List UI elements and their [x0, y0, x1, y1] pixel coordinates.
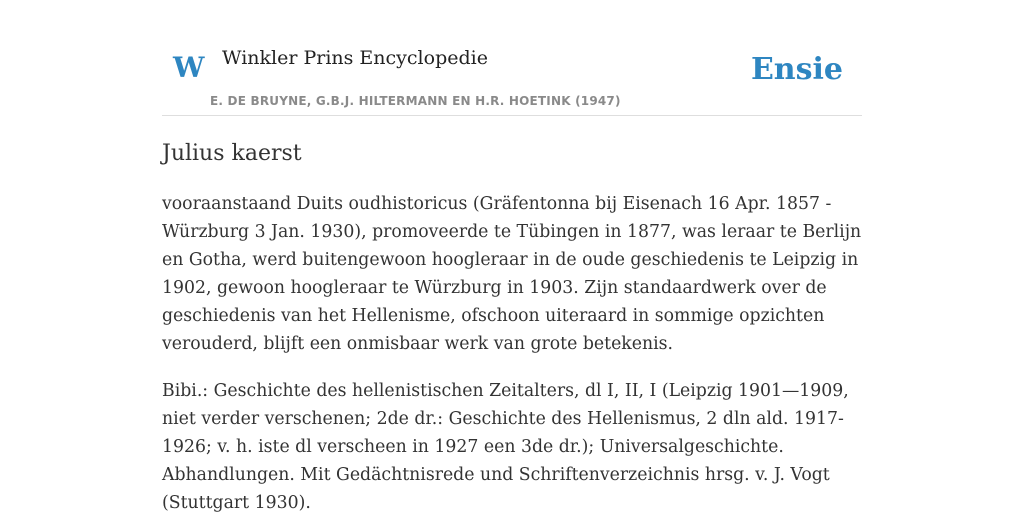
article-title: Julius kaerst — [162, 141, 302, 166]
book-title-link[interactable]: Winkler Prins Encyclopedie — [222, 47, 488, 69]
site-header — [162, 0, 862, 116]
ensie-logo[interactable]: Ensie — [750, 52, 843, 87]
winkler-prins-logo[interactable]: W — [173, 51, 205, 84]
article — [162, 138, 862, 512]
bibliography-paragraph: Bibi.: Geschichte des hellenistischen Zeitalters, dl I, II, I (Leipzig 1901—1909, niet verder verschenen; 2de dr.: Geschichte des Hellenismus, 2 dln ald. 1917-1926; v. h. iste dl verscheen in 1927 een 3de dr.); Universalgeschichte. Abhandlungen. Mit Gedächtnisrede und Schriftenverzeichnis hrsg. v. J. Vogt (Stuttgart 1930). — [162, 381, 849, 512]
book-authors: E. DE BRUYNE, G.B.J. HILTERMANN EN H.R. HOETINK (1947) — [210, 94, 621, 108]
article-paragraph: vooraanstaand Duits oudhistoricus (Gräfentonna bij Eisenach 16 Apr. 1857 - Würzburg 3 Jan. 1930), promoveerde te Tübingen in 1877, was leraar te Berlijn en Gotha, werd buitengewoon hoogleraar in de oude geschiedenis te Leipzig in 1902, gewoon hoogleraar te Würzburg in 1903. Zijn standaardwerk over de geschiedenis van het Hellenisme, ofschoon uiteraard in sommige opzichten verouderd, blijft een onmisbaar werk van grote betekenis. — [162, 194, 862, 354]
